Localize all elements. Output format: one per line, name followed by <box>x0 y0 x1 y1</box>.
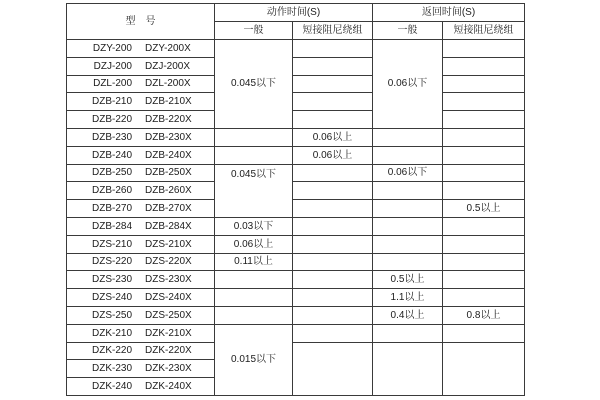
model-name-x: DZB-250X <box>145 167 192 179</box>
cell-return-damping <box>443 128 525 146</box>
cell-model <box>67 93 215 111</box>
cell-action-damping <box>293 93 373 111</box>
cell-action-general <box>215 271 293 289</box>
cell-action-damping <box>293 75 373 93</box>
table-row <box>67 164 525 182</box>
cell-return-general <box>373 235 443 253</box>
cell-return-general: 0.5以上 <box>373 271 443 289</box>
cell-action-general: 0.03以下 <box>215 217 293 235</box>
model-name: DZK-240 <box>91 381 132 393</box>
model-name-x: DZS-230X <box>145 274 192 286</box>
table-row <box>67 324 525 342</box>
cell-model <box>67 146 215 164</box>
cell-model <box>67 235 215 253</box>
cell-action-general: 0.045以下 <box>215 40 293 129</box>
model-name: DZK-220 <box>91 345 132 357</box>
cell-action-damping <box>293 235 373 253</box>
table-row <box>67 93 525 111</box>
model-name-x: DZB-210X <box>145 96 192 108</box>
cell-return-damping: 0.8以上 <box>443 306 525 324</box>
cell-return-general <box>373 200 443 218</box>
cell-action-general <box>215 289 293 307</box>
model-name: DZB-240 <box>91 149 132 161</box>
cell-action-damping <box>293 342 373 395</box>
model-name-x: DZK-210X <box>145 327 192 339</box>
cell-return-general: 0.06以下 <box>373 40 443 129</box>
cell-model <box>67 253 215 271</box>
header-return-time: 返回时间(S) <box>373 4 525 22</box>
cell-model <box>67 164 215 182</box>
cell-model <box>67 378 215 396</box>
cell-action-damping <box>293 40 373 58</box>
cell-model <box>67 324 215 342</box>
model-name-x: DZS-210X <box>145 238 192 250</box>
cell-return-general <box>373 324 443 342</box>
model-name: DZS-210 <box>91 238 132 250</box>
cell-model <box>67 217 215 235</box>
cell-model <box>67 306 215 324</box>
cell-return-damping <box>443 146 525 164</box>
cell-return-damping <box>443 217 525 235</box>
table-row <box>67 271 525 289</box>
cell-action-general: 0.015以下 <box>215 324 293 395</box>
model-name-x: DZB-284X <box>145 220 192 232</box>
table-row <box>67 40 525 58</box>
cell-return-damping <box>443 57 525 75</box>
cell-model <box>67 40 215 58</box>
header-row-1 <box>67 4 525 22</box>
model-name: DZK-230 <box>91 363 132 375</box>
cell-action-general <box>215 306 293 324</box>
table-row <box>67 217 525 235</box>
cell-action-damping: 0.06以上 <box>293 146 373 164</box>
cell-return-damping <box>443 271 525 289</box>
model-name: DZJ-200 <box>93 60 132 72</box>
cell-return-damping <box>443 289 525 307</box>
model-name-x: DZK-240X <box>145 381 192 393</box>
model-name-x: DZK-230X <box>145 363 192 375</box>
cell-return-general: 1.1以上 <box>373 289 443 307</box>
cell-return-damping <box>443 40 525 58</box>
cell-return-general <box>373 182 443 200</box>
table-row <box>67 182 525 200</box>
cell-action-damping <box>293 289 373 307</box>
model-name: DZB-284 <box>91 220 132 232</box>
cell-return-damping <box>443 75 525 93</box>
cell-model <box>67 128 215 146</box>
cell-return-general <box>373 128 443 146</box>
cell-model <box>67 75 215 93</box>
cell-action-damping <box>293 57 373 75</box>
table-row <box>67 289 525 307</box>
cell-model <box>67 182 215 200</box>
cell-model <box>67 342 215 360</box>
model-name-x: DZY-200X <box>145 42 191 54</box>
cell-return-general <box>373 342 443 395</box>
model-name: DZB-250 <box>91 167 132 179</box>
cell-return-damping <box>443 235 525 253</box>
model-name: DZS-220 <box>91 256 132 268</box>
cell-return-damping <box>443 324 525 342</box>
spec-table <box>66 3 525 396</box>
header-action-damping: 短接阻尼绕组 <box>293 22 373 40</box>
model-name: DZY-200 <box>92 42 132 54</box>
cell-action-damping <box>293 217 373 235</box>
cell-action-damping: 0.06以上 <box>293 128 373 146</box>
cell-action-general: 0.06以上 <box>215 235 293 253</box>
header-return-damping: 短接阻尼绕组 <box>443 22 525 40</box>
model-name-x: DZS-220X <box>145 256 192 268</box>
cell-return-general <box>373 217 443 235</box>
table-row <box>67 253 525 271</box>
cell-return-damping <box>443 253 525 271</box>
header-return-general: 一般 <box>373 22 443 40</box>
model-name-x: DZB-260X <box>145 185 192 197</box>
cell-return-damping <box>443 164 525 182</box>
cell-return-general: 0.06以下 <box>373 164 443 182</box>
cell-action-damping <box>293 182 373 200</box>
cell-action-general: 0.11以上 <box>215 253 293 271</box>
model-name: DZL-200 <box>93 78 132 90</box>
model-name-x: DZS-240X <box>145 292 192 304</box>
header-action-general: 一般 <box>215 22 293 40</box>
cell-action-damping <box>293 200 373 218</box>
table-row <box>67 200 525 218</box>
model-name: DZB-230 <box>91 131 132 143</box>
cell-model <box>67 289 215 307</box>
table-row <box>67 342 525 360</box>
model-name: DZB-210 <box>91 96 132 108</box>
model-name-x: DZJ-200X <box>145 60 191 72</box>
table-row <box>67 146 525 164</box>
cell-action-damping <box>293 324 373 342</box>
cell-action-damping <box>293 306 373 324</box>
model-name: DZB-260 <box>91 185 132 197</box>
header-action-time: 动作时间(S) <box>215 4 373 22</box>
cell-return-damping: 0.5以上 <box>443 200 525 218</box>
cell-action-damping <box>293 271 373 289</box>
model-name: DZB-220 <box>91 114 132 126</box>
header-model: 型 号 <box>67 4 215 40</box>
cell-action-general: 0.045以下 <box>215 164 293 217</box>
model-name-x: DZB-240X <box>145 149 192 161</box>
model-name-x: DZB-220X <box>145 114 192 126</box>
cell-action-damping <box>293 253 373 271</box>
table-row <box>67 235 525 253</box>
model-name: DZS-250 <box>91 309 132 321</box>
table-row <box>67 75 525 93</box>
model-name: DZS-230 <box>91 274 132 286</box>
model-name-x: DZB-270X <box>145 203 192 215</box>
table-row <box>67 128 525 146</box>
cell-model <box>67 111 215 129</box>
cell-model <box>67 200 215 218</box>
cell-return-damping <box>443 182 525 200</box>
table-row <box>67 57 525 75</box>
model-name-x: DZB-230X <box>145 131 192 143</box>
cell-action-general <box>215 146 293 164</box>
model-name-x: DZS-250X <box>145 309 192 321</box>
cell-action-damping <box>293 164 373 182</box>
cell-model <box>67 271 215 289</box>
model-name-x: DZK-220X <box>145 345 192 357</box>
cell-return-general: 0.4以上 <box>373 306 443 324</box>
cell-return-general <box>373 253 443 271</box>
model-name: DZB-270 <box>91 203 132 215</box>
table-row <box>67 306 525 324</box>
model-name: DZS-240 <box>91 292 132 304</box>
cell-return-damping <box>443 93 525 111</box>
model-name-x: DZL-200X <box>145 78 191 90</box>
cell-model <box>67 57 215 75</box>
cell-action-damping <box>293 111 373 129</box>
model-name: DZK-210 <box>91 327 132 339</box>
cell-model <box>67 360 215 378</box>
cell-return-general <box>373 146 443 164</box>
cell-return-damping <box>443 111 525 129</box>
cell-return-damping <box>443 342 525 395</box>
table-row <box>67 111 525 129</box>
cell-action-general <box>215 128 293 146</box>
